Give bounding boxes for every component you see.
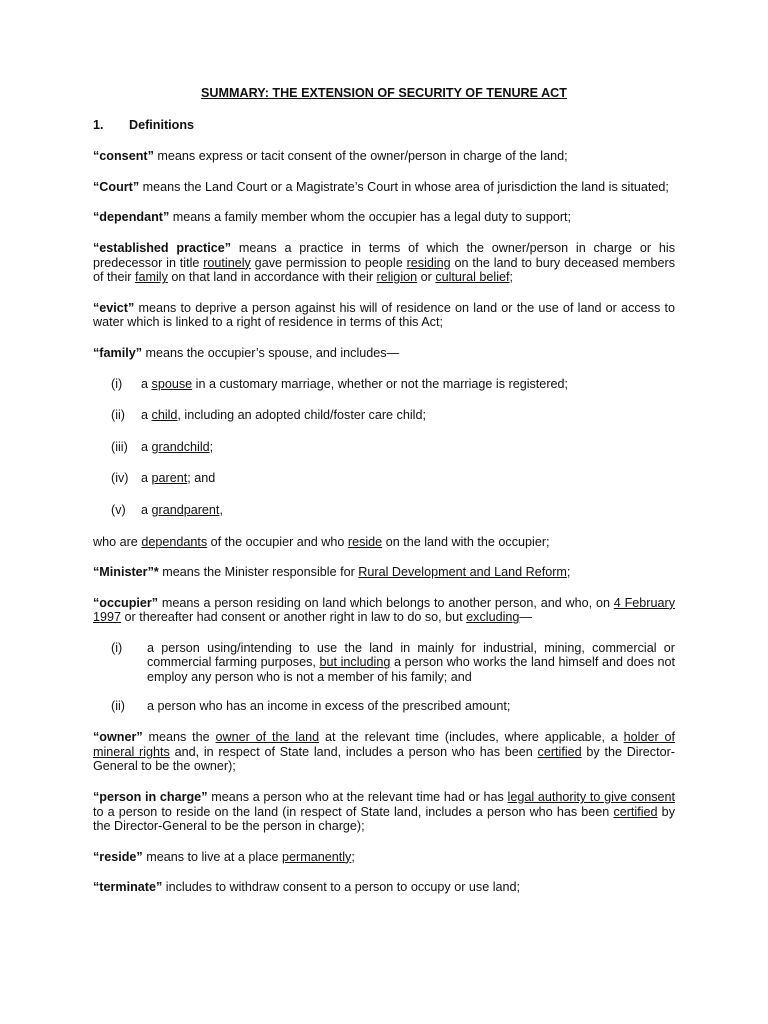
definition-terminate: “terminate” includes to withdraw consent to a person to occupy or use land; — [93, 880, 521, 895]
definition-consent: “consent” means express or tacit consent of the owner/person in charge of the land; — [93, 149, 568, 164]
list-item: (iii) a grandchild; — [111, 439, 214, 454]
definition-family: “family” means the occupier’s spouse, and includes— — [93, 345, 400, 360]
document-body — [93, 86, 675, 911]
definition-minister: “Minister”* means the Minister responsible for Rural Development and Land Reform; — [93, 565, 571, 580]
section-title: Definitions — [129, 117, 195, 132]
definition-person-in-charge: “person in charge” means a person who at the relevant time had or has legal authority to give consent to a person to reside on the land (in respect of State land, includes a person who has been certified by the Director-General to be the person in charge); — [93, 790, 676, 834]
definition-court: “Court” means the Land Court or a Magistrate’s Court in whose area of jurisdiction the land is situated; — [93, 179, 669, 194]
list-item: (iv) a parent; and — [111, 471, 216, 486]
family-closing: who are dependants of the occupier and who reside on the land with the occupier; — [93, 534, 550, 549]
definition-owner: “owner” means the owner of the land at the relevant time (includes, where applicable, a holder of mineral rights and, in respect of State land, includes a person who has been certified by the Director-General to be the owner); — [93, 730, 676, 774]
list-item: (v) a grandparent, — [111, 502, 223, 517]
definition-evict: “evict” means to deprive a person against his will of residence on land or the use of land or access to water which is linked to a right of residence in terms of this Act; — [93, 300, 675, 330]
list-item: (ii) a person who has an income in excess of the prescribed amount; — [111, 698, 511, 713]
definition-reside: “reside” means to live at a place permanently; — [93, 849, 355, 864]
section-number: 1. — [93, 117, 104, 132]
list-item: (ii) a child, including an adopted child/foster care child; — [111, 408, 426, 423]
list-item: (i) a person using/intending to use the land in mainly for industrial, mining, commercial or commercial farming purposes, but including a person who works the land himself and does not employ any person who is not a member of his family; and — [111, 640, 676, 685]
document-title: SUMMARY: THE EXTENSION OF SECURITY OF TENURE ACT — [201, 86, 567, 100]
definition-occupier: “occupier” means a person residing on land which belongs to another person, and who, on 4 February 1997 or thereafter had consent or another right in law to do so, but excluding— — [93, 595, 675, 625]
definition-established-practice: “established practice” means a practice in terms of which the owner/person in charge or his predecessor in title routinely gave permission to people residing on the land to bury deceased members of their family on that land in accordance with their religion or cultural belief; — [93, 240, 676, 285]
definition-dependant: “dependant” means a family member whom the occupier has a legal duty to support; — [93, 210, 572, 225]
section-heading — [93, 118, 675, 133]
list-item: (i) a spouse in a customary marriage, whether or not the marriage is registered; — [111, 376, 569, 391]
